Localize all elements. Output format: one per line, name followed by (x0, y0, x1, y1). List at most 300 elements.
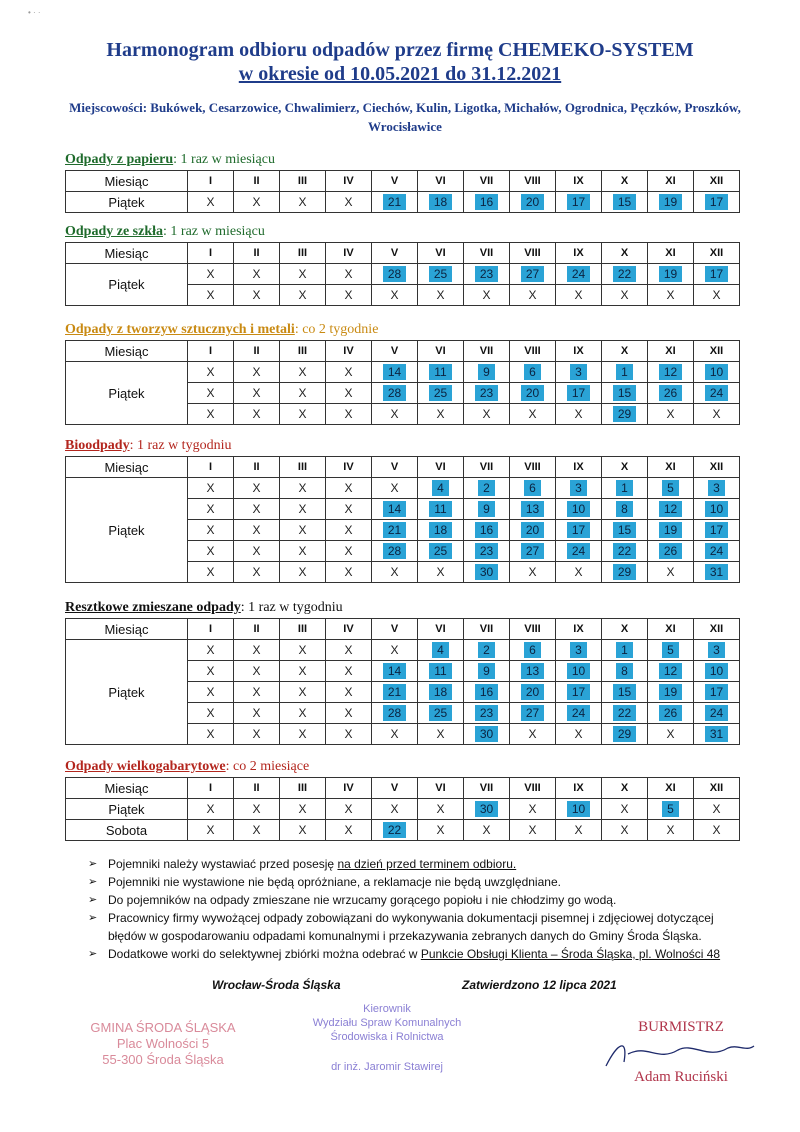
month-header: IX (556, 457, 602, 478)
note-item (88, 873, 728, 891)
no-pickup-mark: X (344, 727, 353, 741)
no-pickup-mark: X (482, 823, 491, 837)
pickup-date: 10 (705, 364, 728, 380)
no-pickup-mark: X (206, 565, 215, 579)
date-cell (188, 820, 234, 841)
date-cell (372, 285, 418, 306)
pickup-date: 21 (383, 194, 406, 210)
date-cell (602, 661, 648, 682)
no-pickup-mark: X (252, 407, 261, 421)
month-header: I (188, 341, 234, 362)
no-pickup-mark: X (252, 386, 261, 400)
month-header: IX (556, 243, 602, 264)
month-header: XII (694, 778, 740, 799)
date-cell (372, 562, 418, 583)
pickup-date: 17 (705, 194, 728, 210)
pickup-date: 10 (567, 663, 590, 679)
table-header-row (66, 778, 740, 799)
date-cell (602, 285, 648, 306)
document-title (0, 38, 800, 86)
date-cell (280, 478, 326, 499)
pickup-date: 25 (429, 385, 452, 401)
day-label: Piątek (66, 799, 188, 820)
note-underlined-text: Punkcie Obsługi Klienta – Środa Śląska, pl. Wolności 48 (420, 947, 721, 961)
schedule-table (65, 170, 740, 213)
no-pickup-mark: X (252, 502, 261, 516)
month-header: III (280, 171, 326, 192)
date-cell (280, 724, 326, 745)
no-pickup-mark: X (574, 407, 583, 421)
arrow-bullet-icon: ➢ (88, 858, 98, 870)
month-header: IV (326, 457, 372, 478)
pickup-date: 15 (613, 194, 636, 210)
month-header: V (372, 243, 418, 264)
date-cell (464, 362, 510, 383)
month-label: Miesiąc (66, 341, 188, 362)
pickup-date: 13 (521, 663, 544, 679)
date-cell (464, 520, 510, 541)
date-cell (694, 499, 740, 520)
date-cell (188, 499, 234, 520)
date-cell (694, 682, 740, 703)
pickup-date: 24 (705, 705, 728, 721)
date-cell (464, 724, 510, 745)
month-header: XI (648, 341, 694, 362)
no-pickup-mark: X (344, 288, 353, 302)
date-cell (464, 478, 510, 499)
no-pickup-mark: X (436, 407, 445, 421)
pickup-date: 8 (616, 501, 633, 517)
date-cell (510, 820, 556, 841)
pickup-date: 10 (705, 501, 728, 517)
date-cell (234, 820, 280, 841)
date-cell (418, 799, 464, 820)
pickup-date: 27 (521, 705, 544, 721)
date-cell (648, 724, 694, 745)
date-cell (648, 661, 694, 682)
pickup-date: 28 (383, 705, 406, 721)
date-cell (326, 478, 372, 499)
date-cell (418, 724, 464, 745)
date-cell (188, 520, 234, 541)
table-row (66, 478, 740, 499)
date-cell (648, 520, 694, 541)
date-cell (464, 192, 510, 213)
no-pickup-mark: X (252, 365, 261, 379)
date-cell (280, 682, 326, 703)
pickup-date: 29 (613, 564, 636, 580)
no-pickup-mark: X (206, 544, 215, 558)
month-header: VII (464, 778, 510, 799)
date-cell (602, 383, 648, 404)
department-stamp-line: Kierownik (363, 1003, 411, 1015)
date-cell (372, 383, 418, 404)
pickup-date: 24 (567, 266, 590, 282)
day-label: Piątek (66, 478, 188, 583)
no-pickup-mark: X (344, 523, 353, 537)
department-stamp-line: Środowiska i Rolnictwa (330, 1031, 444, 1043)
pickup-date: 3 (708, 642, 725, 658)
month-header: II (234, 341, 280, 362)
date-cell (648, 285, 694, 306)
no-pickup-mark: X (344, 267, 353, 281)
month-header: V (372, 778, 418, 799)
month-header: IV (326, 619, 372, 640)
pickup-date: 25 (429, 543, 452, 559)
month-header: II (234, 243, 280, 264)
date-cell (556, 640, 602, 661)
month-label: Miesiąc (66, 619, 188, 640)
month-header: XII (694, 171, 740, 192)
no-pickup-mark: X (390, 727, 399, 741)
no-pickup-mark: X (528, 407, 537, 421)
date-cell (510, 383, 556, 404)
month-header: XI (648, 171, 694, 192)
date-cell (280, 703, 326, 724)
date-cell (280, 661, 326, 682)
date-cell (648, 562, 694, 583)
arrow-bullet-icon: ➢ (88, 876, 98, 888)
date-cell (280, 404, 326, 425)
no-pickup-mark: X (620, 802, 629, 816)
pickup-date: 2 (478, 480, 495, 496)
table-header-row (66, 341, 740, 362)
pickup-date: 16 (475, 684, 498, 700)
note-item (88, 909, 728, 945)
section-name: Odpady ze szkła (65, 224, 164, 239)
notes-list (88, 855, 728, 963)
no-pickup-mark: X (206, 195, 215, 209)
section-frequency: : 1 raz w miesiącu (163, 224, 265, 239)
month-header: II (234, 778, 280, 799)
date-cell (418, 478, 464, 499)
date-cell (556, 362, 602, 383)
date-cell (326, 264, 372, 285)
pickup-date: 5 (662, 480, 679, 496)
date-cell (602, 499, 648, 520)
pickup-date: 10 (567, 801, 590, 817)
no-pickup-mark: X (666, 288, 675, 302)
date-cell (418, 520, 464, 541)
table-row (66, 640, 740, 661)
no-pickup-mark: X (252, 706, 261, 720)
date-cell (602, 724, 648, 745)
no-pickup-mark: X (666, 823, 675, 837)
pickup-date: 27 (521, 266, 544, 282)
note-underlined-text: na dzień przed terminem odbioru. (337, 857, 517, 871)
no-pickup-mark: X (574, 288, 583, 302)
no-pickup-mark: X (390, 802, 399, 816)
month-header: VII (464, 171, 510, 192)
pickup-date: 3 (570, 642, 587, 658)
month-header: XII (694, 243, 740, 264)
month-header: VIII (510, 171, 556, 192)
no-pickup-mark: X (298, 664, 307, 678)
table-header-row (66, 243, 740, 264)
section-name: Bioodpady (65, 438, 130, 453)
pickup-date: 31 (705, 564, 728, 580)
date-cell (326, 285, 372, 306)
date-cell (372, 640, 418, 661)
no-pickup-mark: X (252, 565, 261, 579)
no-pickup-mark: X (298, 643, 307, 657)
no-pickup-mark: X (528, 727, 537, 741)
date-cell (188, 640, 234, 661)
month-header: VI (418, 171, 464, 192)
date-cell (510, 478, 556, 499)
date-cell (648, 682, 694, 703)
date-cell (464, 285, 510, 306)
gmina-stamp (68, 1020, 258, 1068)
pickup-date: 26 (659, 385, 682, 401)
pickup-date: 4 (432, 480, 449, 496)
date-cell (188, 285, 234, 306)
date-cell (234, 478, 280, 499)
month-header: II (234, 457, 280, 478)
month-header: III (280, 457, 326, 478)
month-header: I (188, 243, 234, 264)
date-cell (510, 362, 556, 383)
date-cell (510, 264, 556, 285)
date-cell (418, 682, 464, 703)
date-cell (694, 820, 740, 841)
month-header: VII (464, 243, 510, 264)
date-cell (326, 703, 372, 724)
no-pickup-mark: X (344, 386, 353, 400)
day-label: Piątek (66, 362, 188, 425)
mayor-name: Adam Ruciński (634, 1069, 728, 1085)
date-cell (326, 682, 372, 703)
date-cell (648, 264, 694, 285)
pickup-date: 30 (475, 726, 498, 742)
approval-date: Zatwierdzono 12 lipca 2021 (462, 978, 617, 992)
date-cell (464, 682, 510, 703)
date-cell (326, 661, 372, 682)
pickup-date: 20 (521, 385, 544, 401)
no-pickup-mark: X (298, 502, 307, 516)
pickup-date: 9 (478, 501, 495, 517)
date-cell (234, 285, 280, 306)
no-pickup-mark: X (482, 288, 491, 302)
no-pickup-mark: X (298, 195, 307, 209)
pickup-date: 23 (475, 385, 498, 401)
section-1 (65, 222, 740, 306)
pickup-date: 17 (567, 684, 590, 700)
date-cell (602, 192, 648, 213)
no-pickup-mark: X (344, 481, 353, 495)
date-cell (234, 724, 280, 745)
no-pickup-mark: X (298, 802, 307, 816)
date-cell (372, 499, 418, 520)
pickup-date: 15 (613, 684, 636, 700)
date-cell (602, 799, 648, 820)
date-cell (464, 820, 510, 841)
month-header: V (372, 171, 418, 192)
date-cell (464, 640, 510, 661)
date-cell (464, 499, 510, 520)
pickup-date: 20 (521, 194, 544, 210)
date-cell (372, 820, 418, 841)
section-heading (65, 150, 740, 170)
date-cell (326, 640, 372, 661)
no-pickup-mark: X (390, 643, 399, 657)
department-stamp-line: Wydziału Spraw Komunalnych (312, 1017, 462, 1029)
date-cell (648, 541, 694, 562)
month-header: XII (694, 341, 740, 362)
pickup-date: 17 (705, 684, 728, 700)
note-text: Pracownicy firmy wywożącej odpady zobowiązani do wykonywania dokumentacji pisemnej i zdjęciowej dotyczącej błędów w gospodarowaniu odpadami komunalnymi i przekazywania zebranych danych do Gminy Środa Śląska. (108, 911, 714, 943)
no-pickup-mark: X (528, 802, 537, 816)
date-cell (694, 264, 740, 285)
date-cell (234, 264, 280, 285)
date-cell (648, 383, 694, 404)
month-header: IV (326, 778, 372, 799)
pickup-date: 23 (475, 543, 498, 559)
no-pickup-mark: X (298, 407, 307, 421)
no-pickup-mark: X (666, 565, 675, 579)
month-header: IX (556, 171, 602, 192)
date-cell (280, 799, 326, 820)
date-cell (280, 520, 326, 541)
date-cell (556, 661, 602, 682)
title-line-2: w okresie od 10.05.2021 do 31.12.2021 (238, 63, 562, 85)
no-pickup-mark: X (206, 407, 215, 421)
date-cell (556, 724, 602, 745)
month-header: X (602, 243, 648, 264)
date-cell (234, 703, 280, 724)
pickup-date: 19 (659, 266, 682, 282)
pickup-date: 3 (570, 364, 587, 380)
scan-mark: • · · (28, 8, 41, 17)
section-heading (65, 222, 740, 242)
date-cell (694, 383, 740, 404)
section-heading (65, 320, 740, 340)
no-pickup-mark: X (344, 685, 353, 699)
date-cell (188, 799, 234, 820)
date-cell (648, 362, 694, 383)
date-cell (556, 264, 602, 285)
date-cell (648, 820, 694, 841)
date-cell (464, 264, 510, 285)
section-frequency: : 1 raz w tygodniu (240, 600, 343, 615)
day-label: Sobota (66, 820, 188, 841)
no-pickup-mark: X (252, 195, 261, 209)
pickup-date: 5 (662, 801, 679, 817)
no-pickup-mark: X (206, 727, 215, 741)
month-header: VI (418, 457, 464, 478)
no-pickup-mark: X (298, 685, 307, 699)
date-cell (234, 799, 280, 820)
date-cell (556, 799, 602, 820)
note-text: Dodatkowe worki do selektywnej zbiórki można odebrać w (108, 947, 421, 961)
date-cell (234, 640, 280, 661)
no-pickup-mark: X (712, 407, 721, 421)
day-label: Piątek (66, 264, 188, 306)
pickup-date: 4 (432, 642, 449, 658)
title-line-1: Harmonogram odbioru odpadów przez firmę CHEMEKO-SYSTEM (106, 39, 694, 61)
section-5 (65, 757, 740, 841)
date-cell (188, 682, 234, 703)
pickup-date: 28 (383, 266, 406, 282)
section-heading (65, 598, 740, 618)
pickup-date: 30 (475, 801, 498, 817)
section-2 (65, 320, 740, 425)
month-header: XI (648, 457, 694, 478)
date-cell (188, 264, 234, 285)
date-cell (648, 499, 694, 520)
pickup-date: 19 (659, 194, 682, 210)
pickup-date: 1 (616, 642, 633, 658)
no-pickup-mark: X (344, 502, 353, 516)
pickup-date: 14 (383, 364, 406, 380)
no-pickup-mark: X (206, 481, 215, 495)
day-label: Piątek (66, 192, 188, 213)
date-cell (234, 682, 280, 703)
pickup-date: 17 (567, 522, 590, 538)
month-header: VI (418, 619, 464, 640)
month-header: IX (556, 341, 602, 362)
pickup-date: 11 (429, 501, 451, 517)
month-header: III (280, 619, 326, 640)
date-cell (326, 820, 372, 841)
pickup-date: 21 (383, 522, 406, 538)
date-cell (602, 264, 648, 285)
date-cell (234, 192, 280, 213)
pickup-date: 24 (705, 543, 728, 559)
month-header: III (280, 243, 326, 264)
date-cell (372, 703, 418, 724)
pickup-date: 1 (616, 480, 633, 496)
no-pickup-mark: X (344, 195, 353, 209)
month-header: I (188, 457, 234, 478)
date-cell (188, 703, 234, 724)
pickup-date: 19 (659, 522, 682, 538)
no-pickup-mark: X (344, 643, 353, 657)
signature-icon (598, 1032, 758, 1072)
date-cell (188, 541, 234, 562)
date-cell (602, 682, 648, 703)
month-header: XII (694, 457, 740, 478)
date-cell (648, 799, 694, 820)
no-pickup-mark: X (298, 523, 307, 537)
section-name: Odpady z tworzyw sztucznych i metali (65, 322, 295, 337)
date-cell (464, 703, 510, 724)
date-cell (372, 404, 418, 425)
section-name: Resztkowe zmieszane odpady (65, 600, 241, 615)
date-cell (188, 362, 234, 383)
no-pickup-mark: X (528, 823, 537, 837)
date-cell (602, 703, 648, 724)
pickup-date: 9 (478, 663, 495, 679)
no-pickup-mark: X (390, 481, 399, 495)
month-header: X (602, 778, 648, 799)
pickup-date: 5 (662, 642, 679, 658)
no-pickup-mark: X (206, 802, 215, 816)
pickup-date: 12 (659, 364, 682, 380)
table-row (66, 192, 740, 213)
pickup-date: 20 (521, 522, 544, 538)
date-cell (372, 682, 418, 703)
date-cell (234, 541, 280, 562)
date-cell (694, 703, 740, 724)
no-pickup-mark: X (252, 685, 261, 699)
no-pickup-mark: X (666, 407, 675, 421)
date-cell (510, 661, 556, 682)
date-cell (556, 820, 602, 841)
no-pickup-mark: X (206, 643, 215, 657)
no-pickup-mark: X (390, 288, 399, 302)
pickup-date: 11 (429, 364, 451, 380)
